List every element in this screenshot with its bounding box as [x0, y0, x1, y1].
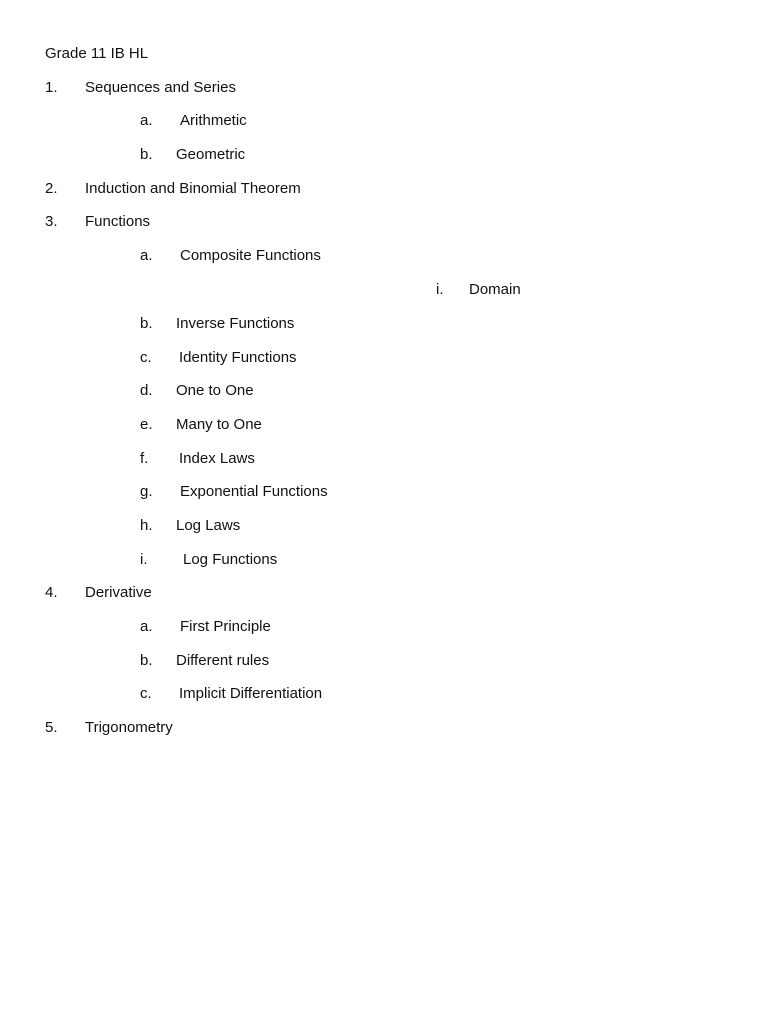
outline-text: Many to One	[176, 416, 262, 433]
outline-marker: a.	[140, 112, 153, 129]
outline-marker: 5.	[45, 719, 58, 736]
document-title-text: Grade 11 IB HL	[45, 45, 149, 62]
outline-text: Composite Functions	[180, 247, 321, 264]
outline-text: Domain	[469, 281, 521, 298]
outline-text: Log Functions	[183, 551, 278, 568]
outline-marker: 1.	[45, 79, 58, 96]
outline-text: Geometric	[176, 146, 246, 163]
outline-text: Trigonometry	[85, 719, 173, 736]
outline-marker: b.	[140, 146, 153, 163]
outline-text: Implicit Differentiation	[179, 685, 323, 702]
outline-marker: i.	[140, 551, 148, 568]
outline-marker: a.	[140, 618, 153, 635]
outline-text: Identity Functions	[179, 349, 297, 366]
outline-text: Derivative	[85, 584, 152, 601]
outline-marker: 3.	[45, 213, 58, 230]
document-title	[45, 45, 148, 63]
outline-marker: d.	[140, 382, 153, 399]
outline-marker: b.	[140, 652, 153, 669]
outline-text: First Principle	[180, 618, 271, 635]
outline-text: Inverse Functions	[176, 315, 295, 332]
outline-text: Sequences and Series	[85, 79, 236, 96]
outline-text: Log Laws	[176, 517, 241, 534]
outline-marker: g.	[140, 483, 153, 500]
outline-text: Arithmetic	[180, 112, 247, 129]
outline-marker: e.	[140, 416, 153, 433]
outline-text: Different rules	[176, 652, 270, 669]
outline-marker: c.	[140, 685, 152, 702]
outline-marker: 2.	[45, 180, 58, 197]
outline-marker: 4.	[45, 584, 58, 601]
outline-text: Functions	[85, 213, 151, 230]
outline-text: Exponential Functions	[180, 483, 328, 500]
outline-text: One to One	[176, 382, 254, 399]
outline-text: Index Laws	[179, 450, 255, 467]
outline-marker: f.	[140, 450, 149, 467]
outline-marker: i.	[436, 281, 444, 298]
outline-marker: c.	[140, 349, 152, 366]
outline-marker: b.	[140, 315, 153, 332]
outline-marker: a.	[140, 247, 153, 264]
outline-marker: h.	[140, 517, 153, 534]
outline-text: Induction and Binomial Theorem	[85, 180, 301, 197]
